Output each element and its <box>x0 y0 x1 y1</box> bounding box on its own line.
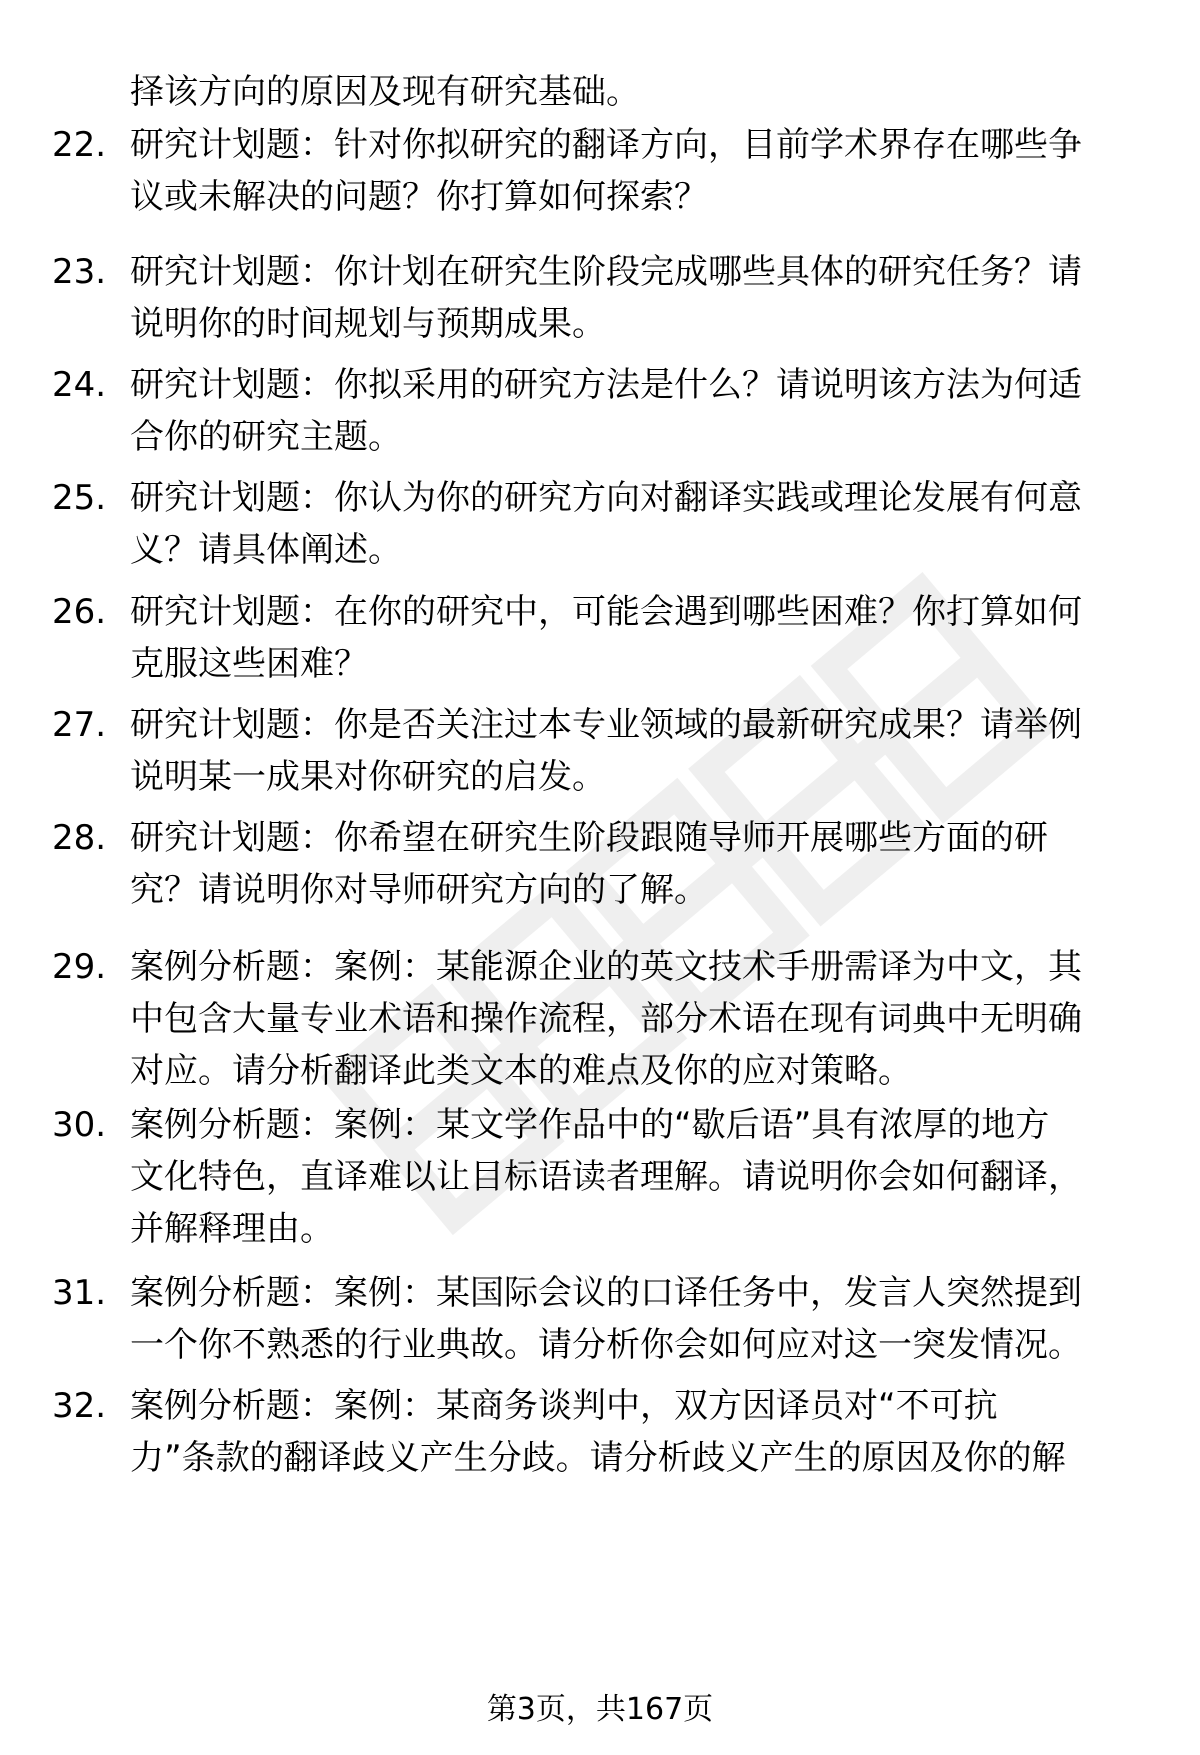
question-text-line: 研究计划题：在你的研究中，可能会遇到哪些困难？你打算如何 <box>130 592 1082 632</box>
question-number: 31. <box>52 1273 107 1313</box>
continuation-line: 择该方向的原因及现有研究基础。 <box>130 72 640 112</box>
question-text-line: 究？请说明你对导师研究方向的了解。 <box>130 870 708 910</box>
question-number: 28. <box>52 818 107 858</box>
question-text-line: 案例分析题：案例：某能源企业的英文技术手册需译为中文，其 <box>130 947 1082 987</box>
question-number: 22. <box>52 125 107 165</box>
question-text-line: 研究计划题：你是否关注过本专业领域的最新研究成果？请举例 <box>130 705 1082 745</box>
question-number: 24. <box>52 365 107 405</box>
question-text-line: 研究计划题：你希望在研究生阶段跟随导师开展哪些方面的研 <box>130 818 1048 858</box>
question-number: 25. <box>52 478 107 518</box>
question-number: 29. <box>52 947 107 987</box>
question-text-line: 说明你的时间规划与预期成果。 <box>130 304 606 344</box>
question-number: 32. <box>52 1386 107 1426</box>
question-text-line: 中包含大量专业术语和操作流程，部分术语在现有词典中无明确 <box>130 999 1082 1039</box>
question-number: 23. <box>52 252 107 292</box>
question-text-line: 对应。请分析翻译此类文本的难点及你的应对策略。 <box>130 1051 912 1091</box>
question-text-line: 研究计划题：你认为你的研究方向对翻译实践或理论发展有何意 <box>130 478 1082 518</box>
question-number: 27. <box>52 705 107 745</box>
question-text-line: 研究计划题：你拟采用的研究方法是什么？请说明该方法为何适 <box>130 365 1082 405</box>
question-text-line: 研究计划题：你计划在研究生阶段完成哪些具体的研究任务？请 <box>130 252 1082 292</box>
question-text-line: 文化特色，直译难以让目标语读者理解。请说明你会如何翻译， <box>130 1157 1082 1197</box>
question-text-line: 并解释理由。 <box>130 1209 334 1249</box>
page-footer: 第3页，共167页 <box>486 1692 714 1727</box>
question-number: 30. <box>52 1105 107 1145</box>
question-text-line: 案例分析题：案例：某文学作品中的“歇后语”具有浓厚的地方 <box>130 1105 1050 1145</box>
question-number: 26. <box>52 592 107 632</box>
question-text-line: 案例分析题：案例：某商务谈判中，双方因译员对“不可抗 <box>130 1386 998 1426</box>
question-text-line: 说明某一成果对你研究的启发。 <box>130 757 606 797</box>
question-text-line: 克服这些困难？ <box>130 644 368 684</box>
question-text-line: 议或未解决的问题？你打算如何探索？ <box>130 177 708 217</box>
question-text-line: 研究计划题：针对你拟研究的翻译方向，目前学术界存在哪些争 <box>130 125 1082 165</box>
question-text-line: 案例分析题：案例：某国际会议的口译任务中，发言人突然提到 <box>130 1273 1082 1313</box>
question-text-line: 力”条款的翻译歧义产生分歧。请分析歧义产生的原因及你的解 <box>130 1438 1066 1478</box>
question-text-line: 合你的研究主题。 <box>130 417 402 457</box>
question-text-line: 义？请具体阐述。 <box>130 530 402 570</box>
question-text-line: 一个你不熟悉的行业典故。请分析你会如何应对这一突发情况。 <box>130 1325 1082 1365</box>
